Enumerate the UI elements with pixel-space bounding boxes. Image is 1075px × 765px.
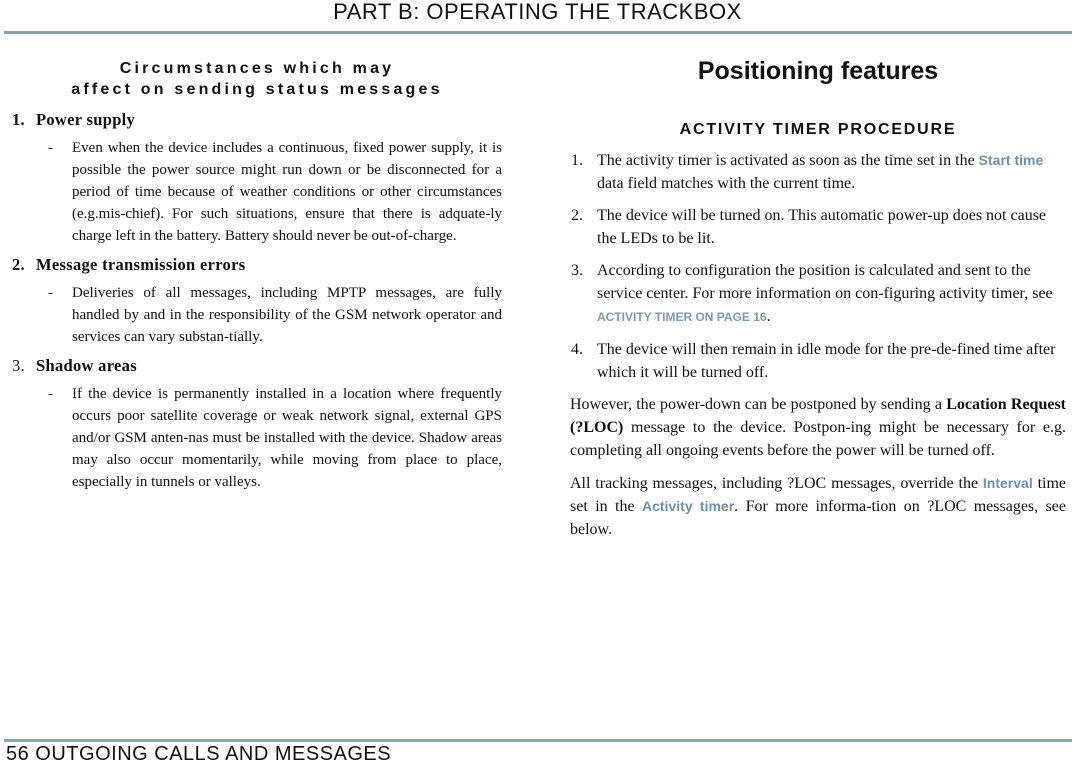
section-heading (12, 58, 502, 100)
procedure-step (570, 338, 1066, 384)
field-reference-start-time: Start time (978, 152, 1044, 168)
step-text: The device will then remain in idle mode for the pre-de-fined time after which it will be turned off. (597, 341, 1056, 381)
item-number: 2. (12, 255, 25, 274)
item-title (12, 255, 502, 275)
item-bullet (12, 137, 502, 247)
para-text: . For more informa-tion on ?LOC messages, see below. (570, 498, 1067, 538)
left-column (12, 58, 502, 501)
step-number: 1. (571, 152, 583, 169)
step-number: 3. (571, 262, 583, 279)
item-title-text: Shadow areas (36, 356, 137, 375)
bullet-text: Even when the device includes a continuous, fixed power supply, it is possible the power source might run down or be disconnected for a period of time because of weather conditions or other circumstances (e.g.mis-chief). For such situations, ensure that there is adquate-ly charge left in the battery. Battery should never be out-of-charge. (72, 140, 502, 244)
para-text: All tracking messages, including ?LOC messages, override the (570, 475, 983, 492)
item-title (12, 110, 502, 130)
step-text: data field matches with the current time. (597, 175, 856, 192)
step-text: The activity timer is activated as soon as the time set in the (597, 152, 979, 169)
step-number: 4. (571, 341, 583, 358)
procedure-heading: ACTIVITY TIMER PROCEDURE (679, 121, 957, 138)
step-text: The device will be turned on. This automatic power-up does not cause the LEDs to be lit. (597, 207, 1047, 247)
procedure-step (570, 204, 1066, 250)
header-rule (4, 31, 1072, 34)
section-heading-line2: affect on sending status messages (71, 81, 443, 98)
bullet-dash: - (48, 386, 53, 402)
paragraph-override (570, 472, 1066, 541)
bullet-text: If the device is permanently installed in a location where frequently occurs poor satellite coverage or weak network signal, external GPS and/or GSM anten-nas must be installed with the device. Shadow areas may also occur momentarily, while moving from place to place, especially in tunnels or valleys. (72, 386, 502, 490)
para-text: However, the power-down can be postponed by sending a (570, 396, 947, 413)
section-title: Positioning features (697, 57, 939, 85)
item-number: 3. (12, 356, 25, 375)
footer-rule (4, 739, 1072, 742)
item-title-text: Power supply (36, 110, 136, 129)
circumstance-item-transmission-errors (12, 255, 502, 348)
step-text: . (766, 308, 771, 325)
right-column (570, 56, 1066, 551)
circumstance-item-power-supply (12, 110, 502, 247)
cross-reference-link[interactable]: ACTIVITY TIMER ON PAGE 16 (597, 310, 767, 324)
para-text: time set in the (570, 475, 1067, 515)
step-number: 2. (571, 207, 583, 224)
procedure-step (570, 149, 1066, 195)
paragraph-postpone (570, 393, 1066, 462)
item-title (12, 356, 502, 376)
bullet-text: Deliveries of all messages, including MPTP messages, are fully handled by and in the responsibility of the GSM network operator and services can vary substan-tially. (72, 285, 502, 345)
item-number: 1. (12, 110, 25, 129)
step-text: According to configuration the position is calculated and sent to the service center. For more information on con-figuring activity timer, see (597, 262, 1053, 302)
circumstance-item-shadow-areas (12, 356, 502, 493)
item-bullet (12, 282, 502, 348)
item-title-text: Message transmission errors (36, 255, 246, 274)
location-request-term: Location Request (?LOC) (570, 396, 1066, 436)
procedure-step (570, 259, 1066, 329)
item-bullet (12, 383, 502, 493)
page-header-title: PART B: OPERATING THE TRACKBOX (333, 0, 742, 24)
field-reference-activity-timer: Activity timer (642, 498, 735, 514)
field-reference-interval: Interval (982, 475, 1033, 491)
para-text: message to the device. Postpon-ing might be necessary for e.g. completing all ongoing events before the power will be turned off. (570, 419, 1066, 459)
bullet-dash: - (48, 285, 53, 301)
section-heading-line1: Circumstances which may (119, 60, 395, 77)
bullet-dash: - (48, 140, 53, 156)
page-footer-title: 56 OUTGOING CALLS AND MESSAGES (6, 743, 392, 765)
